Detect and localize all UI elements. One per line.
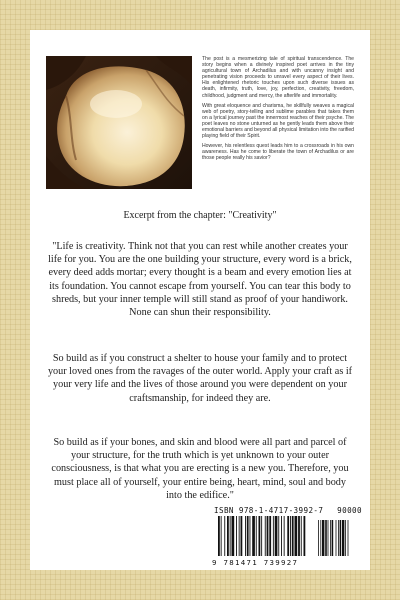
barcode-bar: [241, 516, 243, 556]
barcode-bars: [214, 516, 362, 558]
isbn-number: ISBN 978-1-4717-3992-7: [214, 506, 324, 515]
barcode-bar: [269, 516, 271, 556]
price-barcode-bar: [336, 520, 337, 556]
barcode-bar: [230, 516, 231, 556]
isbn-barcode: [212, 504, 364, 570]
price-code: 90000: [337, 506, 362, 515]
barcode-bar: [267, 516, 269, 556]
price-barcode-bar: [322, 520, 324, 556]
barcode-bar: [245, 516, 246, 556]
blurb-paragraph-2: With great eloquence and charisma, he skillfully weaves a magical web of poetry, story-telling and sublime parables that takes them on a lyrical journey past the innermost reaches of their psyche. The poet leaves no stone unturned as he gently leads them above their emotional barriers and beyond all physical limitation into the rarified playing field of their Spirit.: [202, 102, 354, 140]
barcode-bar: [221, 516, 222, 556]
price-barcode-bar: [332, 520, 334, 556]
barcode-bar: [287, 516, 289, 556]
barcode-bar: [247, 516, 249, 556]
barcode-bar: [295, 516, 298, 556]
barcode-bar: [224, 516, 225, 556]
barcode-bar: [301, 516, 302, 556]
excerpt-paragraph-2: So build as if you construct a shelter to house your family and to protect your loved ones from the ravages of the outer world. Apply your craft as if your very life and the lives of those around you were dependent on your craftsmanship, for indeed they are.: [47, 353, 353, 404]
barcode-bar: [239, 516, 240, 556]
book-description: [202, 56, 354, 166]
barcode-bar: [227, 516, 229, 556]
isbn-text-line: [214, 506, 362, 515]
price-barcode-bar: [330, 520, 331, 556]
excerpt-heading: Excerpt from the chapter: "Creativity": [123, 210, 277, 221]
barcode-bar: [304, 516, 306, 556]
price-barcode-bar: [325, 520, 327, 556]
price-barcode-bar: [320, 520, 321, 556]
barcode-bar: [218, 516, 220, 556]
price-barcode-bar: [348, 520, 349, 556]
cover-artwork-illustration: [46, 56, 192, 189]
price-barcode-bar: [345, 520, 346, 556]
price-barcode-bar: [338, 520, 339, 556]
back-cover-page: [30, 30, 370, 570]
blurb-paragraph-3: However, his relentless quest leads him to a crossroads in his own awareness. Has he come to liberate the town of Archadilus or are those people really his savior?: [202, 143, 354, 162]
barcode-bar: [236, 516, 237, 556]
ean-digits: 9 781471 739927: [212, 558, 299, 567]
barcode-bar: [232, 516, 235, 556]
barcode-bar: [256, 516, 257, 556]
barcode-bar: [265, 516, 266, 556]
barcode-bar: [250, 516, 251, 556]
price-barcode-bar: [328, 520, 329, 556]
barcode-bar: [284, 516, 285, 556]
barcode-bar: [261, 516, 262, 556]
barcode-bar: [275, 516, 278, 556]
cover-artwork-image: [46, 56, 192, 189]
barcode-bar: [290, 516, 291, 556]
barcode-bar: [278, 516, 279, 556]
price-barcode-bar: [318, 520, 319, 556]
excerpt-paragraph-3: So build as if your bones, and skin and blood were all part and parcel of your structure, for the truth which is yet unknown to your outer consciousness, is that what you are erecting is a new you. Therefore, you must place all of yourself, your entire being, heart, mind, soul and body into the edifice.": [51, 437, 349, 501]
barcode-bar: [259, 516, 261, 556]
barcode-bar: [273, 516, 274, 556]
barcode-bar: [281, 516, 282, 556]
price-barcode-bar: [340, 520, 342, 556]
barcode-bar: [298, 516, 300, 556]
barcode-bar: [252, 516, 255, 556]
blurb-paragraph-1: The post is a mesmerizing tale of spiritual transcendence. The story begins when a divinely inspired poet arrives in the tiny agricultural town of Archadilus and with uncanny insight and penetrating vision proceeds to unravel every aspect of their lives. His enlightened rhetoric touches upon such diverse issues as death, infirmity, truth, love, joy, perfection, creativity, freedom, childhood, judgment and mercy, the afterlife and immortality.: [202, 56, 354, 99]
barcode-bar: [292, 516, 294, 556]
price-barcode-bar: [342, 520, 344, 556]
excerpt-paragraph-1: "Life is creativity. Think not that you can rest while another creates your life for you. You are the one building your structure, every word is a brick, every deed adds mortar; every thought is a beam and every emotion lies at its foundation. You cannot escape from yourself. You can tear this body to shreds, but your inner temple will still stand as proof of your handiwork. None can shun their responsibility.: [48, 241, 352, 319]
